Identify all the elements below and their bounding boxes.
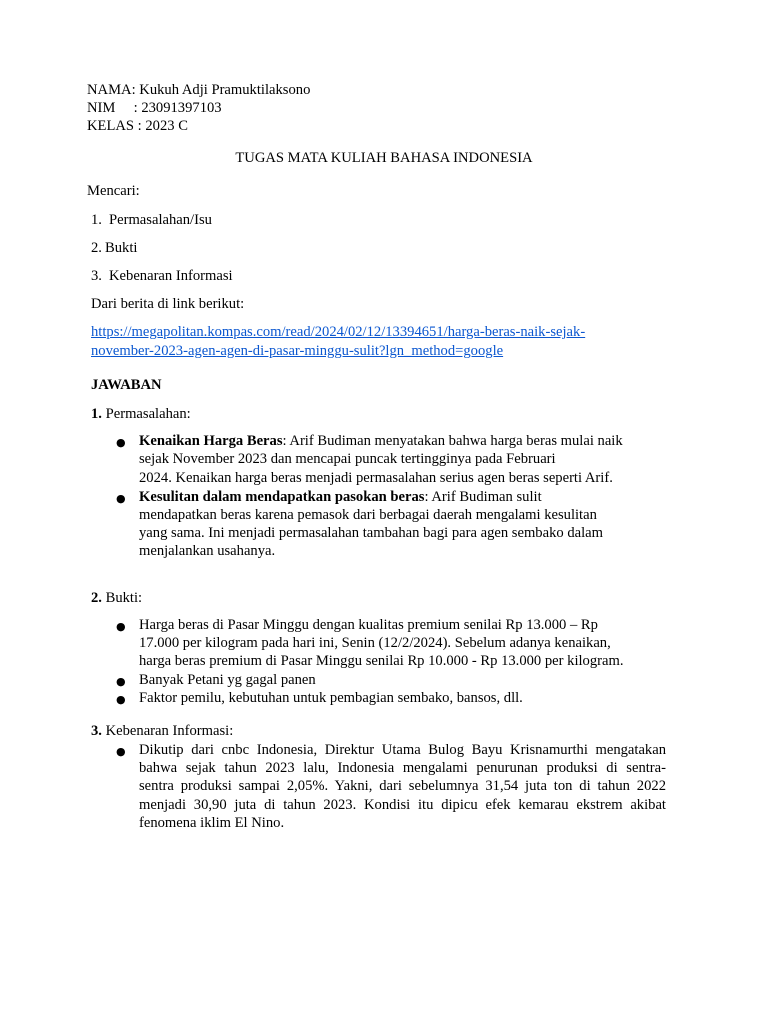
- bullet-text-line: Kesulitan dalam mendapatkan pasokan beras: Arif Budiman sulit: [139, 489, 542, 505]
- task-item-label: Permasalahan/Isu: [109, 212, 212, 228]
- bullet-text-line: Harga beras di Pasar Minggu dengan kualitas premium senilai Rp 13.000 – Rp: [139, 617, 598, 633]
- bullet-text-line: mendapatkan beras karena pemasok dari berbagai daerah mengalami kesulitan: [139, 507, 597, 523]
- task-item-number: 2.: [91, 240, 102, 256]
- source-link-line-1[interactable]: https://megapolitan.kompas.com/read/2024/02/12/13394651/harga-beras-naik-sejak-: [91, 324, 586, 340]
- bullet-text-line: bahwa sejak tahun 2023 lalu, Indonesia mengalami penurunan produksi di sentra-: [139, 760, 666, 776]
- section-heading: [91, 405, 191, 424]
- bullet-text-line: Faktor pemilu, kebutuhan untuk pembagian sembako, bansos, dll.: [139, 690, 523, 706]
- bullet-text-line: fenomena iklim El Nino.: [139, 815, 285, 831]
- bullet-text-line: yang sama. Ini menjadi permasalahan tambahan bagi para agen sembako dalam: [139, 525, 603, 541]
- bullet-text-line: Banyak Petani yg gagal panen: [139, 672, 316, 688]
- bullet-bold-lead: Kesulitan dalam mendapatkan pasokan beras: [139, 489, 425, 505]
- task-item-label: Bukti: [105, 240, 138, 256]
- bullet-text-line: harga beras premium di Pasar Minggu senilai Rp 10.000 - Rp 13.000 per kilogram.: [139, 653, 624, 669]
- section-title: Bukti:: [105, 590, 143, 606]
- bullet-icon: ●: [116, 436, 126, 449]
- source-intro: Dari berita di link berikut:: [91, 296, 245, 312]
- bullet-text-line: Kenaikan Harga Beras: Arif Budiman menyatakan bahwa harga beras mulai naik: [139, 433, 623, 449]
- bullet-text-line: sentra produksi sampai 2,05%. Yakni, dari sebelumnya 31,54 juta ton di tahun 2022: [139, 778, 666, 794]
- section-title: Kebenaran Informasi:: [105, 723, 234, 739]
- bullet-text-line: menjalankan usahanya.: [139, 543, 276, 559]
- section-title: Permasalahan:: [105, 406, 191, 422]
- bullet-icon: ●: [116, 620, 126, 633]
- bullet-text-line: sejak November 2023 dan mencapai puncak tertingginya pada Februari: [139, 451, 556, 467]
- task-intro: Mencari:: [87, 183, 140, 199]
- student-name: NAMA: Kukuh Adji Pramuktilaksono: [87, 82, 311, 98]
- bullet-icon: ●: [116, 693, 126, 706]
- student-nim: NIM : 23091397103: [87, 100, 222, 116]
- bullet-text-line: menjadi 30,90 juta di tahun 2023. Kondisi itu dipicu efek kemarau ekstrem akibat: [139, 797, 666, 813]
- task-item-number: 1.: [91, 212, 102, 228]
- bullet-icon: ●: [116, 492, 126, 505]
- page-title: TUGAS MATA KULIAH BAHASA INDONESIA: [235, 150, 533, 166]
- bullet-text-line: Dikutip dari cnbc Indonesia, Direktur Utama Bulog Bayu Krisnamurthi mengatakan: [139, 742, 666, 758]
- section-number: 1.: [91, 406, 102, 422]
- bullet-bold-lead: Kenaikan Harga Beras: [139, 433, 283, 449]
- section-number: 2.: [91, 590, 102, 606]
- section-heading: [91, 589, 142, 608]
- source-link-line-2[interactable]: november-2023-agen-agen-di-pasar-minggu-sulit?lgn_method=google: [91, 343, 504, 359]
- section-number: 3.: [91, 723, 102, 739]
- task-item-label: Kebenaran Informasi: [109, 268, 233, 284]
- task-item-number: 3.: [91, 268, 102, 284]
- student-class: KELAS : 2023 C: [87, 118, 188, 134]
- bullet-text-line: 17.000 per kilogram pada hari ini, Senin (12/2/2024). Sebelum adanya kenaikan,: [139, 635, 611, 651]
- bullet-text-line: 2024. Kenaikan harga beras menjadi permasalahan serius agen beras seperti Arif.: [139, 470, 613, 486]
- section-heading: [91, 722, 233, 741]
- bullet-icon: ●: [116, 675, 126, 688]
- bullet-icon: ●: [116, 745, 126, 758]
- answer-heading: JAWABAN: [91, 377, 162, 393]
